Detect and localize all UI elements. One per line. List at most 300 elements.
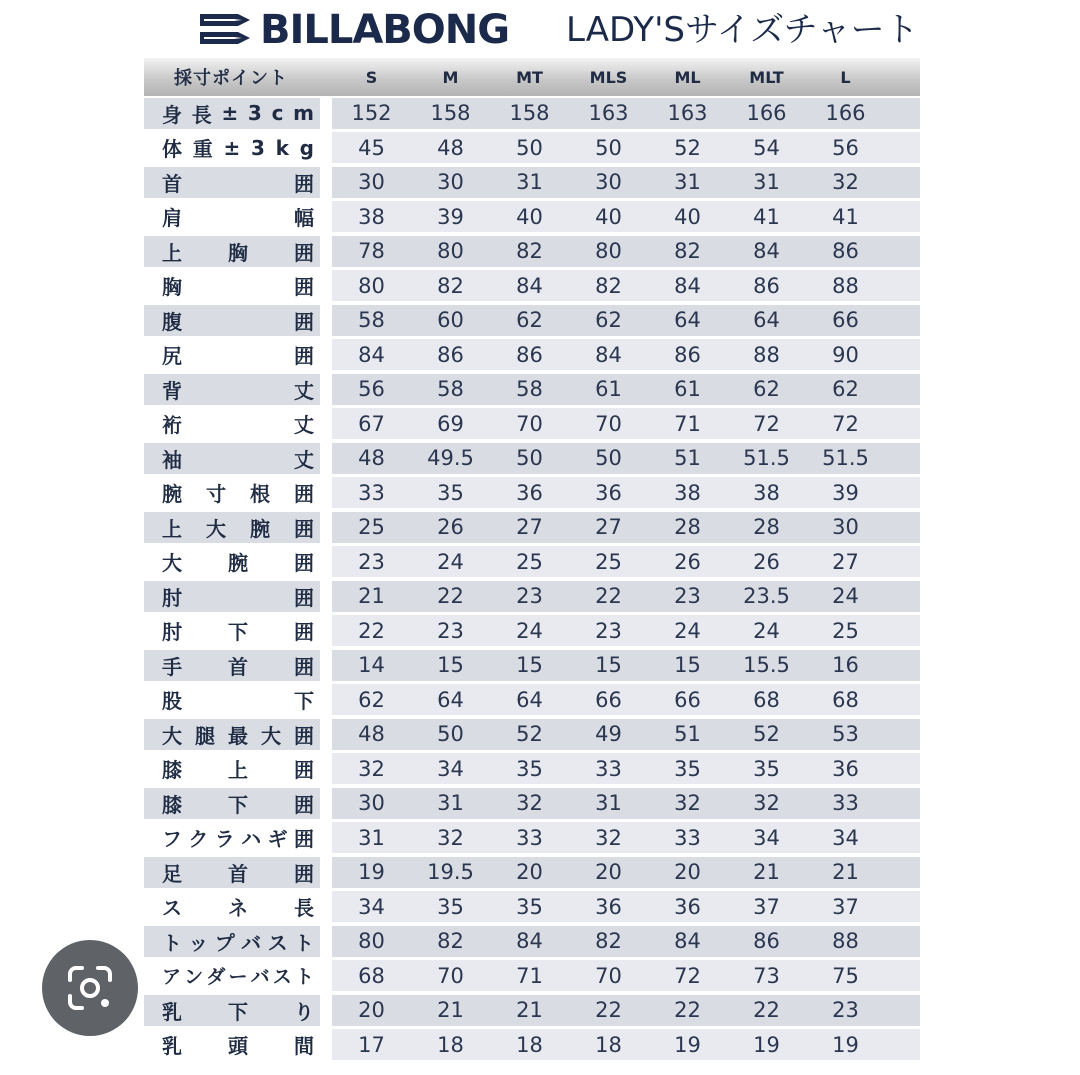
- table-cell: 15: [516, 653, 543, 678]
- label-char: 囲: [294, 482, 314, 507]
- table-cell: 15: [674, 653, 701, 678]
- measurement-values: [332, 995, 920, 1026]
- table-row: [144, 441, 920, 476]
- label-char: 幅: [294, 206, 314, 231]
- table-cell: 19: [753, 1032, 780, 1057]
- measurement-label: [144, 236, 320, 267]
- table-cell: 36: [674, 894, 701, 919]
- table-cell: 72: [832, 411, 859, 436]
- table-cell: 86: [753, 273, 780, 298]
- label-char: 下: [228, 620, 248, 645]
- table-cell: 35: [437, 480, 464, 505]
- table-cell: 50: [516, 135, 543, 160]
- size-column-header: M: [442, 67, 459, 87]
- table-cell: 50: [516, 446, 543, 471]
- label-char: ス: [162, 896, 182, 921]
- label-char: 乳: [162, 1034, 182, 1059]
- label-char: 首: [228, 654, 248, 679]
- table-row: [144, 476, 920, 511]
- label-char: 肘: [162, 620, 182, 645]
- measurement-values: [332, 788, 920, 819]
- label-char: 囲: [294, 620, 314, 645]
- table-cell: 32: [595, 825, 622, 850]
- label-char: 裄: [162, 413, 182, 438]
- table-cell: 41: [832, 204, 859, 229]
- size-column-header: MT: [516, 67, 543, 87]
- table-cell: 35: [516, 894, 543, 919]
- table-cell: 90: [832, 342, 859, 367]
- table-row: [144, 372, 920, 407]
- table-row: [144, 821, 920, 856]
- label-char: 囲: [294, 654, 314, 679]
- measurement-label: [144, 822, 320, 853]
- label-char: 上: [228, 758, 248, 783]
- label-char: 長: [294, 896, 314, 921]
- label-char: 膝: [162, 758, 182, 783]
- label-char: ッ: [188, 930, 209, 955]
- table-cell: 18: [516, 1032, 543, 1057]
- measurement-values: [332, 581, 920, 612]
- label-char: バ: [250, 966, 270, 989]
- size-column-header: S: [365, 67, 378, 87]
- table-cell: 39: [832, 480, 859, 505]
- table-cell: 68: [832, 687, 859, 712]
- table-cell: 62: [832, 377, 859, 402]
- table-cell: 23.5: [743, 584, 790, 609]
- table-cell: 56: [358, 377, 385, 402]
- table-cell: 52: [753, 722, 780, 747]
- table-cell: 82: [437, 929, 464, 954]
- measurement-label: [144, 98, 320, 129]
- table-cell: 35: [516, 756, 543, 781]
- label-char: c: [271, 101, 284, 126]
- table-cell: 84: [674, 929, 701, 954]
- table-cell: 82: [674, 239, 701, 264]
- label-char: 胸: [162, 275, 182, 300]
- label-char: 囲: [294, 792, 314, 817]
- table-cell: 23: [674, 584, 701, 609]
- label-char: 最: [228, 723, 248, 748]
- label-char: 3: [250, 135, 265, 160]
- measurement-values: [332, 270, 920, 301]
- lens-camera-icon: [64, 962, 116, 1014]
- measurement-label: [144, 408, 320, 439]
- table-cell: 60: [437, 308, 464, 333]
- measurement-label: [144, 995, 320, 1026]
- label-char: ス: [272, 966, 292, 989]
- table-row: [144, 924, 920, 959]
- size-column-header: MLT: [749, 67, 784, 87]
- table-cell: 21: [832, 860, 859, 885]
- table-cell: 25: [832, 618, 859, 643]
- table-cell: 37: [832, 894, 859, 919]
- label-char: 下: [228, 792, 248, 817]
- table-cell: 84: [753, 239, 780, 264]
- label-char: 囲: [294, 240, 314, 265]
- label-char: ス: [267, 930, 288, 955]
- table-cell: 49: [595, 722, 622, 747]
- table-row: [144, 959, 920, 994]
- table-cell: 84: [595, 342, 622, 367]
- table-cell: 30: [832, 515, 859, 540]
- table-cell: 86: [674, 342, 701, 367]
- measurement-values: [332, 236, 920, 267]
- table-row: [144, 717, 920, 752]
- table-cell: 51: [674, 446, 701, 471]
- table-cell: 70: [437, 963, 464, 988]
- table-cell: 78: [358, 239, 385, 264]
- table-cell: 86: [753, 929, 780, 954]
- table-cell: 51: [674, 722, 701, 747]
- table-cell: 20: [674, 860, 701, 885]
- table-cell: 21: [516, 998, 543, 1023]
- table-cell: 26: [437, 515, 464, 540]
- label-char: 首: [162, 171, 182, 196]
- table-cell: 20: [358, 998, 385, 1023]
- label-char: 背: [162, 378, 182, 403]
- table-row: [144, 545, 920, 580]
- measurement-label: [144, 960, 320, 991]
- measurement-values: [332, 684, 920, 715]
- measurement-values: [332, 512, 920, 543]
- label-char: 尻: [162, 344, 182, 369]
- label-char: 囲: [294, 275, 314, 300]
- table-cell: 71: [674, 411, 701, 436]
- table-cell: 37: [753, 894, 780, 919]
- label-char: 囲: [294, 861, 314, 886]
- table-cell: 26: [674, 549, 701, 574]
- measurement-label: [144, 546, 320, 577]
- table-cell: 58: [516, 377, 543, 402]
- table-cell: 27: [516, 515, 543, 540]
- label-char: ハ: [241, 827, 262, 852]
- measurement-values: [332, 305, 920, 336]
- measurement-label: [144, 891, 320, 922]
- table-cell: 24: [753, 618, 780, 643]
- table-cell: 35: [674, 756, 701, 781]
- table-cell: 33: [358, 480, 385, 505]
- table-cell: 45: [358, 135, 385, 160]
- label-char: ト: [162, 930, 182, 955]
- label-char: 3: [247, 101, 262, 126]
- table-cell: 28: [753, 515, 780, 540]
- label-char: 大: [162, 723, 182, 748]
- label-char: 上: [162, 240, 182, 265]
- table-cell: 26: [753, 549, 780, 574]
- label-char: ト: [293, 930, 314, 955]
- table-cell: 70: [516, 411, 543, 436]
- table-cell: 33: [516, 825, 543, 850]
- table-cell: 163: [667, 101, 708, 126]
- table-cell: 23: [516, 584, 543, 609]
- table-row: [144, 579, 920, 614]
- table-cell: 73: [753, 963, 780, 988]
- label-char: 腿: [195, 723, 215, 748]
- measurement-label: [144, 581, 320, 612]
- label-char: 丈: [294, 413, 314, 438]
- label-char: 囲: [294, 171, 314, 196]
- table-cell: 61: [674, 377, 701, 402]
- table-cell: 21: [358, 584, 385, 609]
- table-cell: 34: [437, 756, 464, 781]
- table-cell: 19: [358, 860, 385, 885]
- measurement-label: [144, 650, 320, 681]
- table-cell: 53: [832, 722, 859, 747]
- table-row: [144, 234, 920, 269]
- measurement-label: [144, 167, 320, 198]
- table-cell: 28: [674, 515, 701, 540]
- table-row: [144, 96, 920, 131]
- table-cell: 32: [832, 170, 859, 195]
- label-char: 大: [261, 723, 281, 748]
- table-cell: 22: [595, 584, 622, 609]
- label-char: 間: [294, 1034, 314, 1059]
- label-char: 下: [228, 999, 248, 1024]
- table-cell: 22: [595, 998, 622, 1023]
- billabong-logo: [198, 7, 509, 53]
- table-row: [144, 614, 920, 649]
- table-cell: 52: [516, 722, 543, 747]
- table-cell: 54: [753, 135, 780, 160]
- label-char: バ: [241, 930, 262, 955]
- label-char: 膝: [162, 792, 182, 817]
- table-cell: 158: [430, 101, 471, 126]
- table-cell: 39: [437, 204, 464, 229]
- measurement-values: [332, 98, 920, 129]
- label-char: ト: [294, 966, 314, 989]
- table-cell: 32: [437, 825, 464, 850]
- table-cell: 88: [832, 273, 859, 298]
- label-char: 下: [294, 689, 314, 714]
- table-cell: 35: [437, 894, 464, 919]
- table-cell: 158: [509, 101, 550, 126]
- label-char: 首: [228, 861, 248, 886]
- table-cell: 50: [595, 446, 622, 471]
- measurement-label: [144, 719, 320, 750]
- table-row: [144, 269, 920, 304]
- table-cell: 163: [588, 101, 629, 126]
- label-char: 大: [206, 516, 226, 541]
- table-cell: 33: [674, 825, 701, 850]
- label-char: ネ: [228, 896, 248, 921]
- label-char: ±: [223, 135, 241, 160]
- chart-header: [0, 0, 1080, 58]
- table-header-row: [144, 58, 920, 96]
- label-char: 囲: [294, 551, 314, 576]
- label-char: g: [299, 135, 314, 160]
- table-cell: 41: [753, 204, 780, 229]
- table-cell: 49.5: [427, 446, 474, 471]
- label-char: 上: [162, 516, 182, 541]
- label-char: 腕: [250, 516, 270, 541]
- table-cell: 18: [437, 1032, 464, 1057]
- measurement-values: [332, 753, 920, 784]
- table-cell: 25: [358, 515, 385, 540]
- table-cell: 40: [516, 204, 543, 229]
- table-cell: 30: [358, 791, 385, 816]
- table-cell: 68: [358, 963, 385, 988]
- billabong-wave-icon: [198, 10, 256, 50]
- label-char: ダ: [206, 966, 226, 989]
- label-char: ラ: [214, 827, 235, 852]
- size-column-header: L: [840, 67, 851, 87]
- table-row: [144, 131, 920, 166]
- table-cell: 19.5: [427, 860, 474, 885]
- label-char: 肩: [162, 206, 182, 231]
- table-cell: 66: [674, 687, 701, 712]
- table-cell: 15.5: [743, 653, 790, 678]
- table-cell: 50: [595, 135, 622, 160]
- label-char: フ: [162, 827, 182, 852]
- measurement-label: [144, 1029, 320, 1060]
- table-row: [144, 200, 920, 235]
- measurement-values: [332, 201, 920, 232]
- measurement-label: [144, 615, 320, 646]
- table-cell: 68: [753, 687, 780, 712]
- table-cell: 21: [437, 998, 464, 1023]
- table-cell: 62: [516, 308, 543, 333]
- size-chart-table: [144, 58, 920, 1062]
- table-cell: 31: [516, 170, 543, 195]
- label-char: 乳: [162, 999, 182, 1024]
- table-row: [144, 752, 920, 787]
- measurement-values: [332, 167, 920, 198]
- table-cell: 34: [358, 894, 385, 919]
- table-cell: 32: [516, 791, 543, 816]
- table-cell: 24: [674, 618, 701, 643]
- table-cell: 23: [832, 998, 859, 1023]
- table-cell: 64: [674, 308, 701, 333]
- measurement-values: [332, 546, 920, 577]
- table-cell: 61: [595, 377, 622, 402]
- label-char: 身: [162, 102, 182, 127]
- table-row: [144, 648, 920, 683]
- table-cell: 25: [595, 549, 622, 574]
- table-cell: 82: [595, 273, 622, 298]
- table-cell: 82: [437, 273, 464, 298]
- label-char: 足: [162, 861, 182, 886]
- header-label: 採寸ポイント: [174, 68, 288, 89]
- table-cell: 31: [753, 170, 780, 195]
- measurement-label: [144, 788, 320, 819]
- table-cell: 86: [437, 342, 464, 367]
- table-cell: 66: [832, 308, 859, 333]
- label-char: 寸: [206, 482, 226, 507]
- measurement-label: [144, 305, 320, 336]
- measurement-values: [332, 132, 920, 163]
- label-char: 体: [162, 137, 182, 162]
- table-row: [144, 855, 920, 890]
- table-cell: 152: [351, 101, 392, 126]
- measurement-values: [332, 891, 920, 922]
- table-cell: 31: [674, 170, 701, 195]
- table-cell: 62: [358, 687, 385, 712]
- table-row: [144, 407, 920, 442]
- table-row: [144, 786, 920, 821]
- measurement-values: [332, 926, 920, 957]
- label-char: プ: [214, 930, 235, 955]
- label-char: 根: [250, 482, 270, 507]
- table-cell: 23: [358, 549, 385, 574]
- table-cell: 64: [437, 687, 464, 712]
- table-cell: 82: [595, 929, 622, 954]
- label-char: ギ: [267, 827, 288, 852]
- table-cell: 20: [516, 860, 543, 885]
- table-cell: 16: [832, 653, 859, 678]
- table-cell: 14: [358, 653, 385, 678]
- table-cell: 67: [358, 411, 385, 436]
- table-cell: 166: [746, 101, 787, 126]
- table-cell: 64: [516, 687, 543, 712]
- table-cell: 88: [832, 929, 859, 954]
- label-char: 肘: [162, 585, 182, 610]
- table-cell: 38: [358, 204, 385, 229]
- label-char: り: [294, 999, 314, 1024]
- table-row: [144, 890, 920, 925]
- table-cell: 58: [437, 377, 464, 402]
- table-row: [144, 683, 920, 718]
- table-cell: 88: [753, 342, 780, 367]
- measurement-label: [144, 512, 320, 543]
- label-char: 丈: [294, 378, 314, 403]
- label-char: ー: [228, 966, 248, 989]
- table-cell: 40: [674, 204, 701, 229]
- table-cell: 33: [832, 791, 859, 816]
- table-cell: 35: [753, 756, 780, 781]
- table-cell: 23: [595, 618, 622, 643]
- table-cell: 86: [516, 342, 543, 367]
- table-row: [144, 303, 920, 338]
- table-cell: 31: [358, 825, 385, 850]
- table-cell: 19: [674, 1032, 701, 1057]
- table-cell: 66: [595, 687, 622, 712]
- label-char: k: [275, 135, 289, 160]
- table-cell: 34: [753, 825, 780, 850]
- label-char: 囲: [293, 827, 314, 852]
- table-cell: 48: [358, 446, 385, 471]
- table-cell: 31: [437, 791, 464, 816]
- table-cell: 84: [516, 929, 543, 954]
- chart-title: LADY'Sサイズチャート: [566, 10, 919, 50]
- table-cell: 71: [516, 963, 543, 988]
- table-cell: 82: [516, 239, 543, 264]
- measurement-values: [332, 650, 920, 681]
- label-char: 腹: [162, 309, 182, 334]
- table-cell: 27: [595, 515, 622, 540]
- table-cell: 30: [437, 170, 464, 195]
- table-cell: 17: [358, 1032, 385, 1057]
- table-cell: 32: [358, 756, 385, 781]
- table-cell: 48: [437, 135, 464, 160]
- label-char: 丈: [294, 447, 314, 472]
- table-cell: 62: [753, 377, 780, 402]
- lens-button[interactable]: [42, 940, 138, 1036]
- label-char: 頭: [228, 1034, 248, 1059]
- measurement-values: [332, 822, 920, 853]
- table-cell: 86: [832, 239, 859, 264]
- table-cell: 84: [516, 273, 543, 298]
- table-cell: 22: [358, 618, 385, 643]
- measurement-label: [144, 926, 320, 957]
- table-cell: 38: [674, 480, 701, 505]
- label-char: 腕: [162, 482, 182, 507]
- label-char: ア: [162, 966, 182, 989]
- label-char: ク: [188, 827, 209, 852]
- table-cell: 70: [595, 963, 622, 988]
- table-cell: 36: [832, 756, 859, 781]
- label-char: 囲: [294, 309, 314, 334]
- label-char: ±: [221, 101, 239, 126]
